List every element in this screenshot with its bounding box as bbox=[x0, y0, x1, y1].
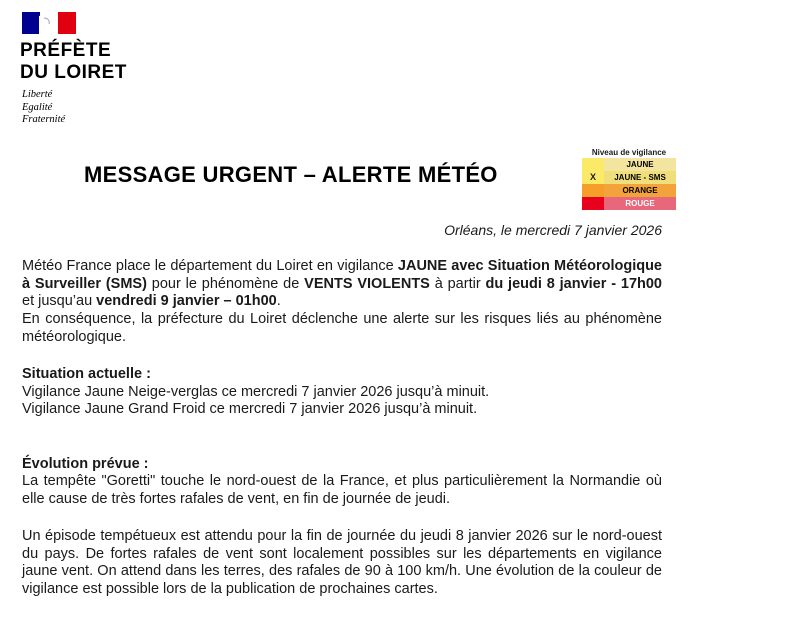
motto-liberte: Liberté bbox=[22, 89, 53, 100]
situation-line: Vigilance Jaune Grand Froid ce mercredi 7 janvier 2026 jusqu’à minuit. bbox=[22, 401, 478, 417]
intro-text: à partir bbox=[429, 275, 486, 292]
vigilance-row-orange bbox=[582, 184, 676, 197]
intro-phenomenon: VENTS VIOLENTS bbox=[304, 275, 430, 292]
prefecture-line-1: PRÉFÈTE bbox=[20, 40, 112, 61]
date-line: Orléans, le mercredi 7 janvier 2026 bbox=[444, 222, 662, 238]
vigilance-mark-cell bbox=[582, 197, 604, 210]
vigilance-table-title: Niveau de vigilance bbox=[591, 148, 667, 157]
intro-start-time: du jeudi 8 janvier - 17h00 bbox=[485, 275, 662, 292]
intro-paragraph bbox=[22, 258, 662, 311]
vigilance-level-label: JAUNE bbox=[604, 158, 676, 171]
vigilance-level-label: ORANGE bbox=[604, 184, 676, 197]
evolution-paragraph-2: Un épisode tempétueux est attendu pour la fin de journée du jeudi 8 janvier 2026 sur le nord-ouest du pays. De fortes rafales de vent sont localement possibles sur les départements en vigilance jaune vent. On attend dans les terres, des rafales de 90 à 100 km/h. Une évolution de la couleur de vigilance est possible lors de la publication de prochaines cartes. bbox=[22, 528, 662, 597]
situation-heading: Situation actuelle : bbox=[22, 366, 151, 382]
vigilance-level-table bbox=[582, 147, 676, 210]
motto-egalite: Egalité bbox=[22, 101, 53, 113]
situation-line: Vigilance Jaune Neige-verglas ce mercredi 7 janvier 2026 jusqu’à minuit. bbox=[22, 384, 490, 400]
vigilance-mark-cell bbox=[582, 158, 604, 171]
vigilance-level-label: JAUNE - SMS bbox=[604, 171, 676, 184]
intro-text: Météo France place le département du Loiret en vigilance bbox=[22, 258, 398, 274]
vigilance-level-label: ROUGE bbox=[604, 197, 676, 210]
evolution-paragraph-1: La tempête "Goretti" touche le nord-ouest de la France, et plus particulièrement la Normandie où elle cause de très fortes rafales de vent, en fin de journée de jeudi. bbox=[22, 473, 662, 507]
vigilance-mark-cell: X bbox=[582, 171, 604, 184]
intro-text: . bbox=[276, 293, 281, 309]
prefecture-name bbox=[20, 40, 127, 84]
vigilance-row-rouge bbox=[582, 197, 676, 210]
marianne-logo bbox=[22, 12, 76, 34]
intro-vigilance-level: JAUNE avec Situation Météorologique à Surveiller (SMS) bbox=[22, 258, 662, 292]
consequence-paragraph: En conséquence, la préfecture du Loiret déclenche une alerte sur les risques liés au phénomène météorologique. bbox=[22, 311, 662, 345]
intro-text: pour le phénomène de bbox=[146, 275, 305, 292]
vigilance-row-jaune bbox=[582, 158, 676, 171]
prefecture-line-2: DU LOIRET bbox=[20, 62, 127, 83]
page-title: MESSAGE URGENT – ALERTE MÉTÉO bbox=[84, 162, 498, 187]
evolution-heading: Évolution prévue : bbox=[22, 456, 149, 472]
vigilance-mark-cell bbox=[582, 184, 604, 197]
intro-text: et jusqu’au bbox=[22, 293, 97, 309]
republic-motto bbox=[22, 89, 65, 127]
intro-end-time: vendredi 9 janvier – 01h00 bbox=[96, 293, 277, 309]
motto-fraternite: Fraternité bbox=[22, 114, 66, 125]
vigilance-row-jaune-sms bbox=[582, 171, 676, 184]
